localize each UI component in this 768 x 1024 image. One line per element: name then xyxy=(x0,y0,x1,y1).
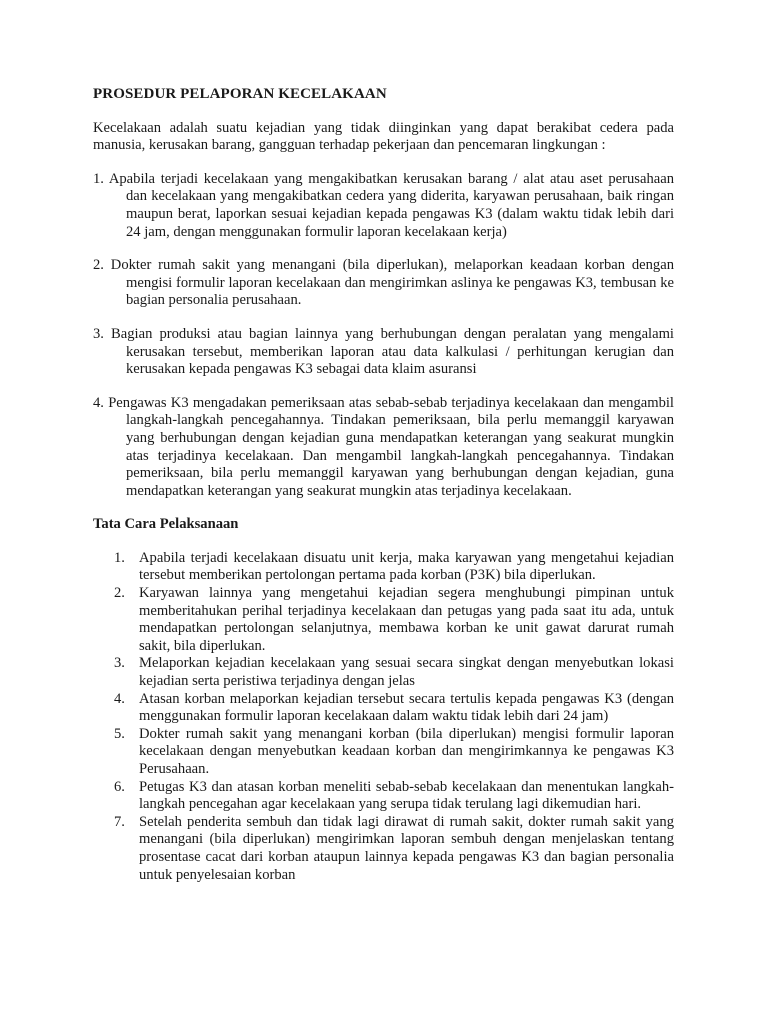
section-title: Tata Cara Pelaksanaan xyxy=(93,516,239,533)
procedure-item-1: 1. Apabila terjadi kecelakaan yang mengakibatkan kerusakan barang / alat atau aset perusahaan dan kecelakaan yang mengakibatkan cedera yang diderita, karyawan perusahaan, baik ringan maupun berat, laporkan sesuai kejadian kepada pengawas K3 (dalam waktu tidak lebih dari 24 jam, dengan menggunakan formulir laporan kecelakaan kerja) xyxy=(93,170,674,240)
intro-paragraph: Kecelakaan adalah suatu kejadian yang tidak diinginkan yang dapat berakibat cedera pada manusia, kerusakan barang, gangguan terhadap pekerjaan dan pencemaran lingkungan : xyxy=(93,119,674,154)
step-number: 7. xyxy=(114,813,125,830)
document-title: PROSEDUR PELAPORAN KECELAKAAN xyxy=(93,86,387,102)
step-item-4 xyxy=(93,691,674,726)
step-number: 2. xyxy=(114,585,125,602)
step-item-2 xyxy=(93,585,674,655)
step-number: 4. xyxy=(114,690,125,707)
step-text: Apabila terjadi kecelakaan disuatu unit kerja, maka karyawan yang mengetahui kejadian tersebut memberikan pertolongan pertama pada korban (P3K) bila diperlukan. xyxy=(139,549,674,584)
step-text: Petugas K3 dan atasan korban meneliti sebab-sebab kecelakaan dan menentukan langkah-langkah pencegahan agar kecelakaan yang serupa tidak terulang lagi dikemudian hari. xyxy=(139,778,674,813)
step-number: 1. xyxy=(114,549,125,566)
step-text: Atasan korban melaporkan kejadian tersebut secara tertulis kepada pengawas K3 (dengan menggunakan formulir laporan kecelakaan dalam waktu tidak lebih dari 24 jam) xyxy=(139,690,674,725)
step-item-6 xyxy=(93,779,674,814)
step-text: Karyawan lainnya yang mengetahui kejadian segera menghubungi pimpinan untuk memberitahukan perihal terjadinya kecelakaan dan petugas yang pada saat itu ada, untuk mendapatkan pertolongan selanjutnya, membawa korban ke unit gawat darurat rumah sakit, bila diperlukan. xyxy=(139,585,674,654)
step-item-3 xyxy=(93,655,674,690)
step-text: Dokter rumah sakit yang menangani korban (bila diperlukan) mengisi formulir laporan kecelakaan dengan menyebutkan keadaan korban dan mengirimkannya ke pengawas K3 Perusahaan. xyxy=(139,725,674,777)
steps-list xyxy=(93,550,674,884)
step-number: 6. xyxy=(114,778,125,795)
step-item-7 xyxy=(93,814,674,884)
step-item-1 xyxy=(93,550,674,585)
procedure-item-2: 2. Dokter rumah sakit yang menangani (bila diperlukan), melaporkan keadaan korban dengan mengisi formulir laporan kecelakaan dan mengirimkan aslinya ke pengawas K3, tembusan ke bagian personalia perusahaan. xyxy=(93,257,674,309)
step-text: Melaporkan kejadian kecelakaan yang sesuai secara singkat dengan menyebutkan lokasi kejadian serta peristiwa terjadinya dengan jelas xyxy=(139,655,674,690)
step-number: 3. xyxy=(114,655,125,672)
procedure-item-4: 4. Pengawas K3 mengadakan pemeriksaan atas sebab-sebab terjadinya kecelakaan dan mengambil langkah-langkah pencegahannya. Tindakan pemeriksaan, bila perlu memanggil karyawan yang berhubungan dengan kejadian guna mendapatkan keterangan yang seakurat mungkin atas terjadinya kecelakaan. Dan mengambil langkah-langkah pencegahannya. Tindakan pemeriksaan, bila perlu memanggil karyawan yang berhubungan dengan kejadian, guna mendapatkan keterangan yang seakurat mungkin atas terjadinya kecelakaan. xyxy=(93,394,674,499)
step-text: Setelah penderita sembuh dan tidak lagi dirawat di rumah sakit, dokter rumah sakit yang menangani (bila diperlukan) mengirimkan laporan sembuh dengan menjelaskan tentang prosentase cacat dari korban ataupun lainnya kepada pengawas K3 dan bagian personalia untuk penyelesaian korban xyxy=(139,813,674,883)
step-number: 5. xyxy=(114,725,125,742)
procedure-item-3: 3. Bagian produksi atau bagian lainnya yang berhubungan dengan peralatan yang mengalami kerusakan tersebut, memberikan laporan atau data kalkulasi / perhitungan kerugian dan kerusakan kepada pengawas K3 sebagai data klaim asuransi xyxy=(93,325,674,378)
step-item-5 xyxy=(93,726,674,779)
